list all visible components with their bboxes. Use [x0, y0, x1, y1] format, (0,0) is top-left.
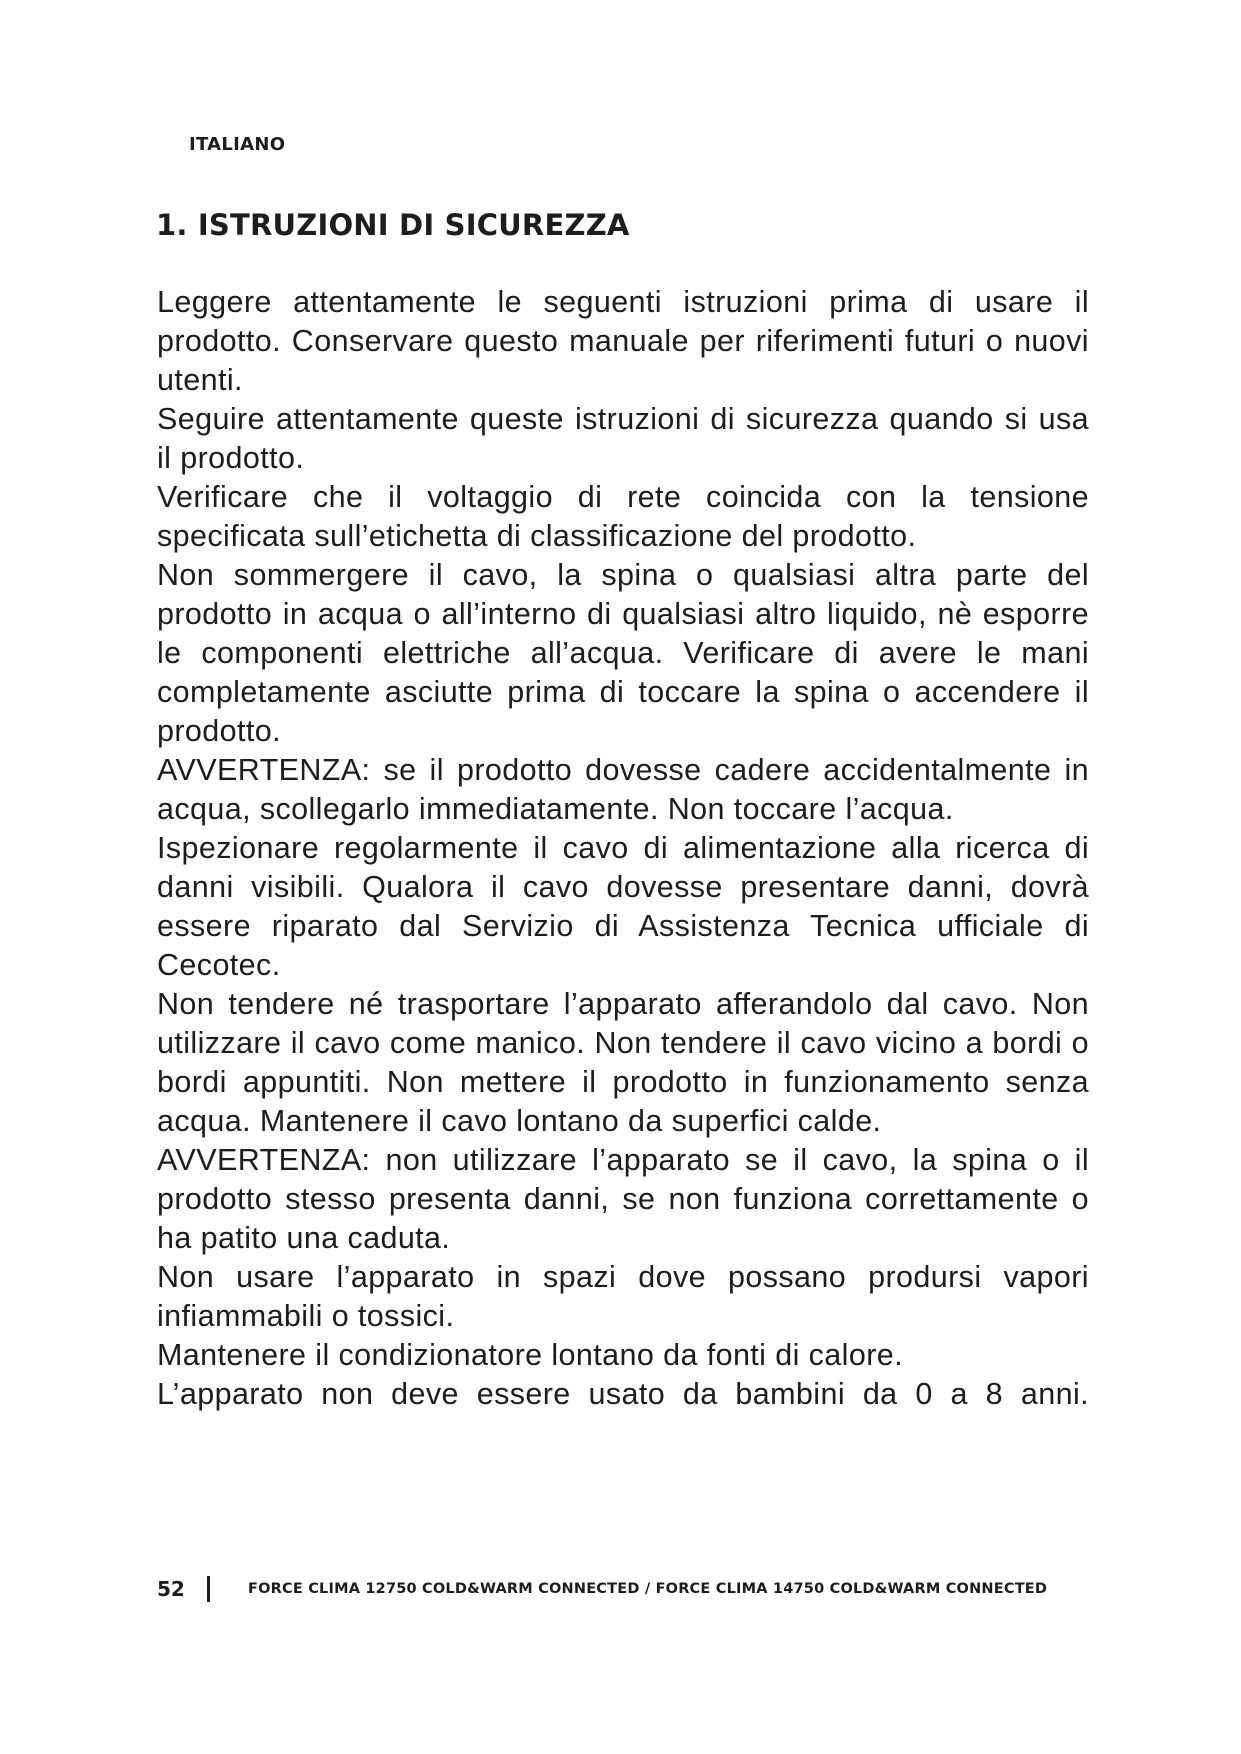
- paragraph-children: L’apparato non deve essere usato da bambini da 0 a 8 anni.: [157, 1377, 1089, 1411]
- paragraph-do-not-submerge: Non sommergere il cavo, la spina o qualsiasi altra parte del prodotto in acqua o all’interno di qualsiasi altro liquido, nè esporre le componenti elettriche all’acqua. Verificare di avere le mani completamente asciutte prima di toccare la spina o accendere il prodotto.: [157, 558, 1089, 748]
- footer-divider: [207, 1576, 210, 1602]
- paragraph-check-voltage: Verificare che il voltaggio di rete coincida con la tensione specificata sull’etichetta di classificazione del prodotto.: [157, 480, 1089, 553]
- paragraph-warning-water: AVVERTENZA: se il prodotto dovesse cadere accidentalmente in acqua, scollegarlo immediatamente. Non toccare l’acqua.: [157, 753, 1089, 826]
- page-footer: [157, 1574, 1047, 1604]
- safety-instructions-body: [157, 283, 1089, 1414]
- paragraph-cable-handling: Non tendere né trasportare l’apparato afferandolo dal cavo. Non utilizzare il cavo come manico. Non tendere il cavo vicino a bordi o bordi appuntiti. Non mettere il prodotto in funzionamento senza acqua. Mantenere il cavo lontano da superfici calde.: [157, 987, 1089, 1138]
- page-number: 52: [157, 1577, 185, 1601]
- paragraph-heat-sources: Mantenere il condizionatore lontano da fonti di calore.: [157, 1338, 903, 1372]
- paragraph-flammable-vapors: Non usare l’apparato in spazi dove possano prodursi vapori infiammabili o tossici.: [157, 1260, 1089, 1333]
- paragraph-follow-safety: Seguire attentamente queste istruzioni di sicurezza quando si usa il prodotto.: [157, 402, 1089, 475]
- paragraph-warning-damage: AVVERTENZA: non utilizzare l’apparato se il cavo, la spina o il prodotto stesso presenta danni, se non funziona correttamente o ha patito una caduta.: [157, 1143, 1089, 1255]
- product-name: FORCE CLIMA 12750 COLD&WARM CONNECTED / FORCE CLIMA 14750 COLD&WARM CONNECTED: [248, 1581, 1048, 1597]
- section-title: 1. ISTRUZIONI DI SICUREZZA: [156, 208, 630, 242]
- language-label: ITALIANO: [189, 134, 286, 155]
- paragraph-inspect-cable: Ispezionare regolarmente il cavo di alimentazione alla ricerca di danni visibili. Qualora il cavo dovesse presentare danni, dovrà essere riparato dal Servizio di Assistenza Tecnica ufficiale di Cecotec.: [157, 831, 1089, 982]
- paragraph-read-instructions: Leggere attentamente le seguenti istruzioni prima di usare il prodotto. Conservare questo manuale per riferimenti futuri o nuovi utenti.: [157, 285, 1089, 397]
